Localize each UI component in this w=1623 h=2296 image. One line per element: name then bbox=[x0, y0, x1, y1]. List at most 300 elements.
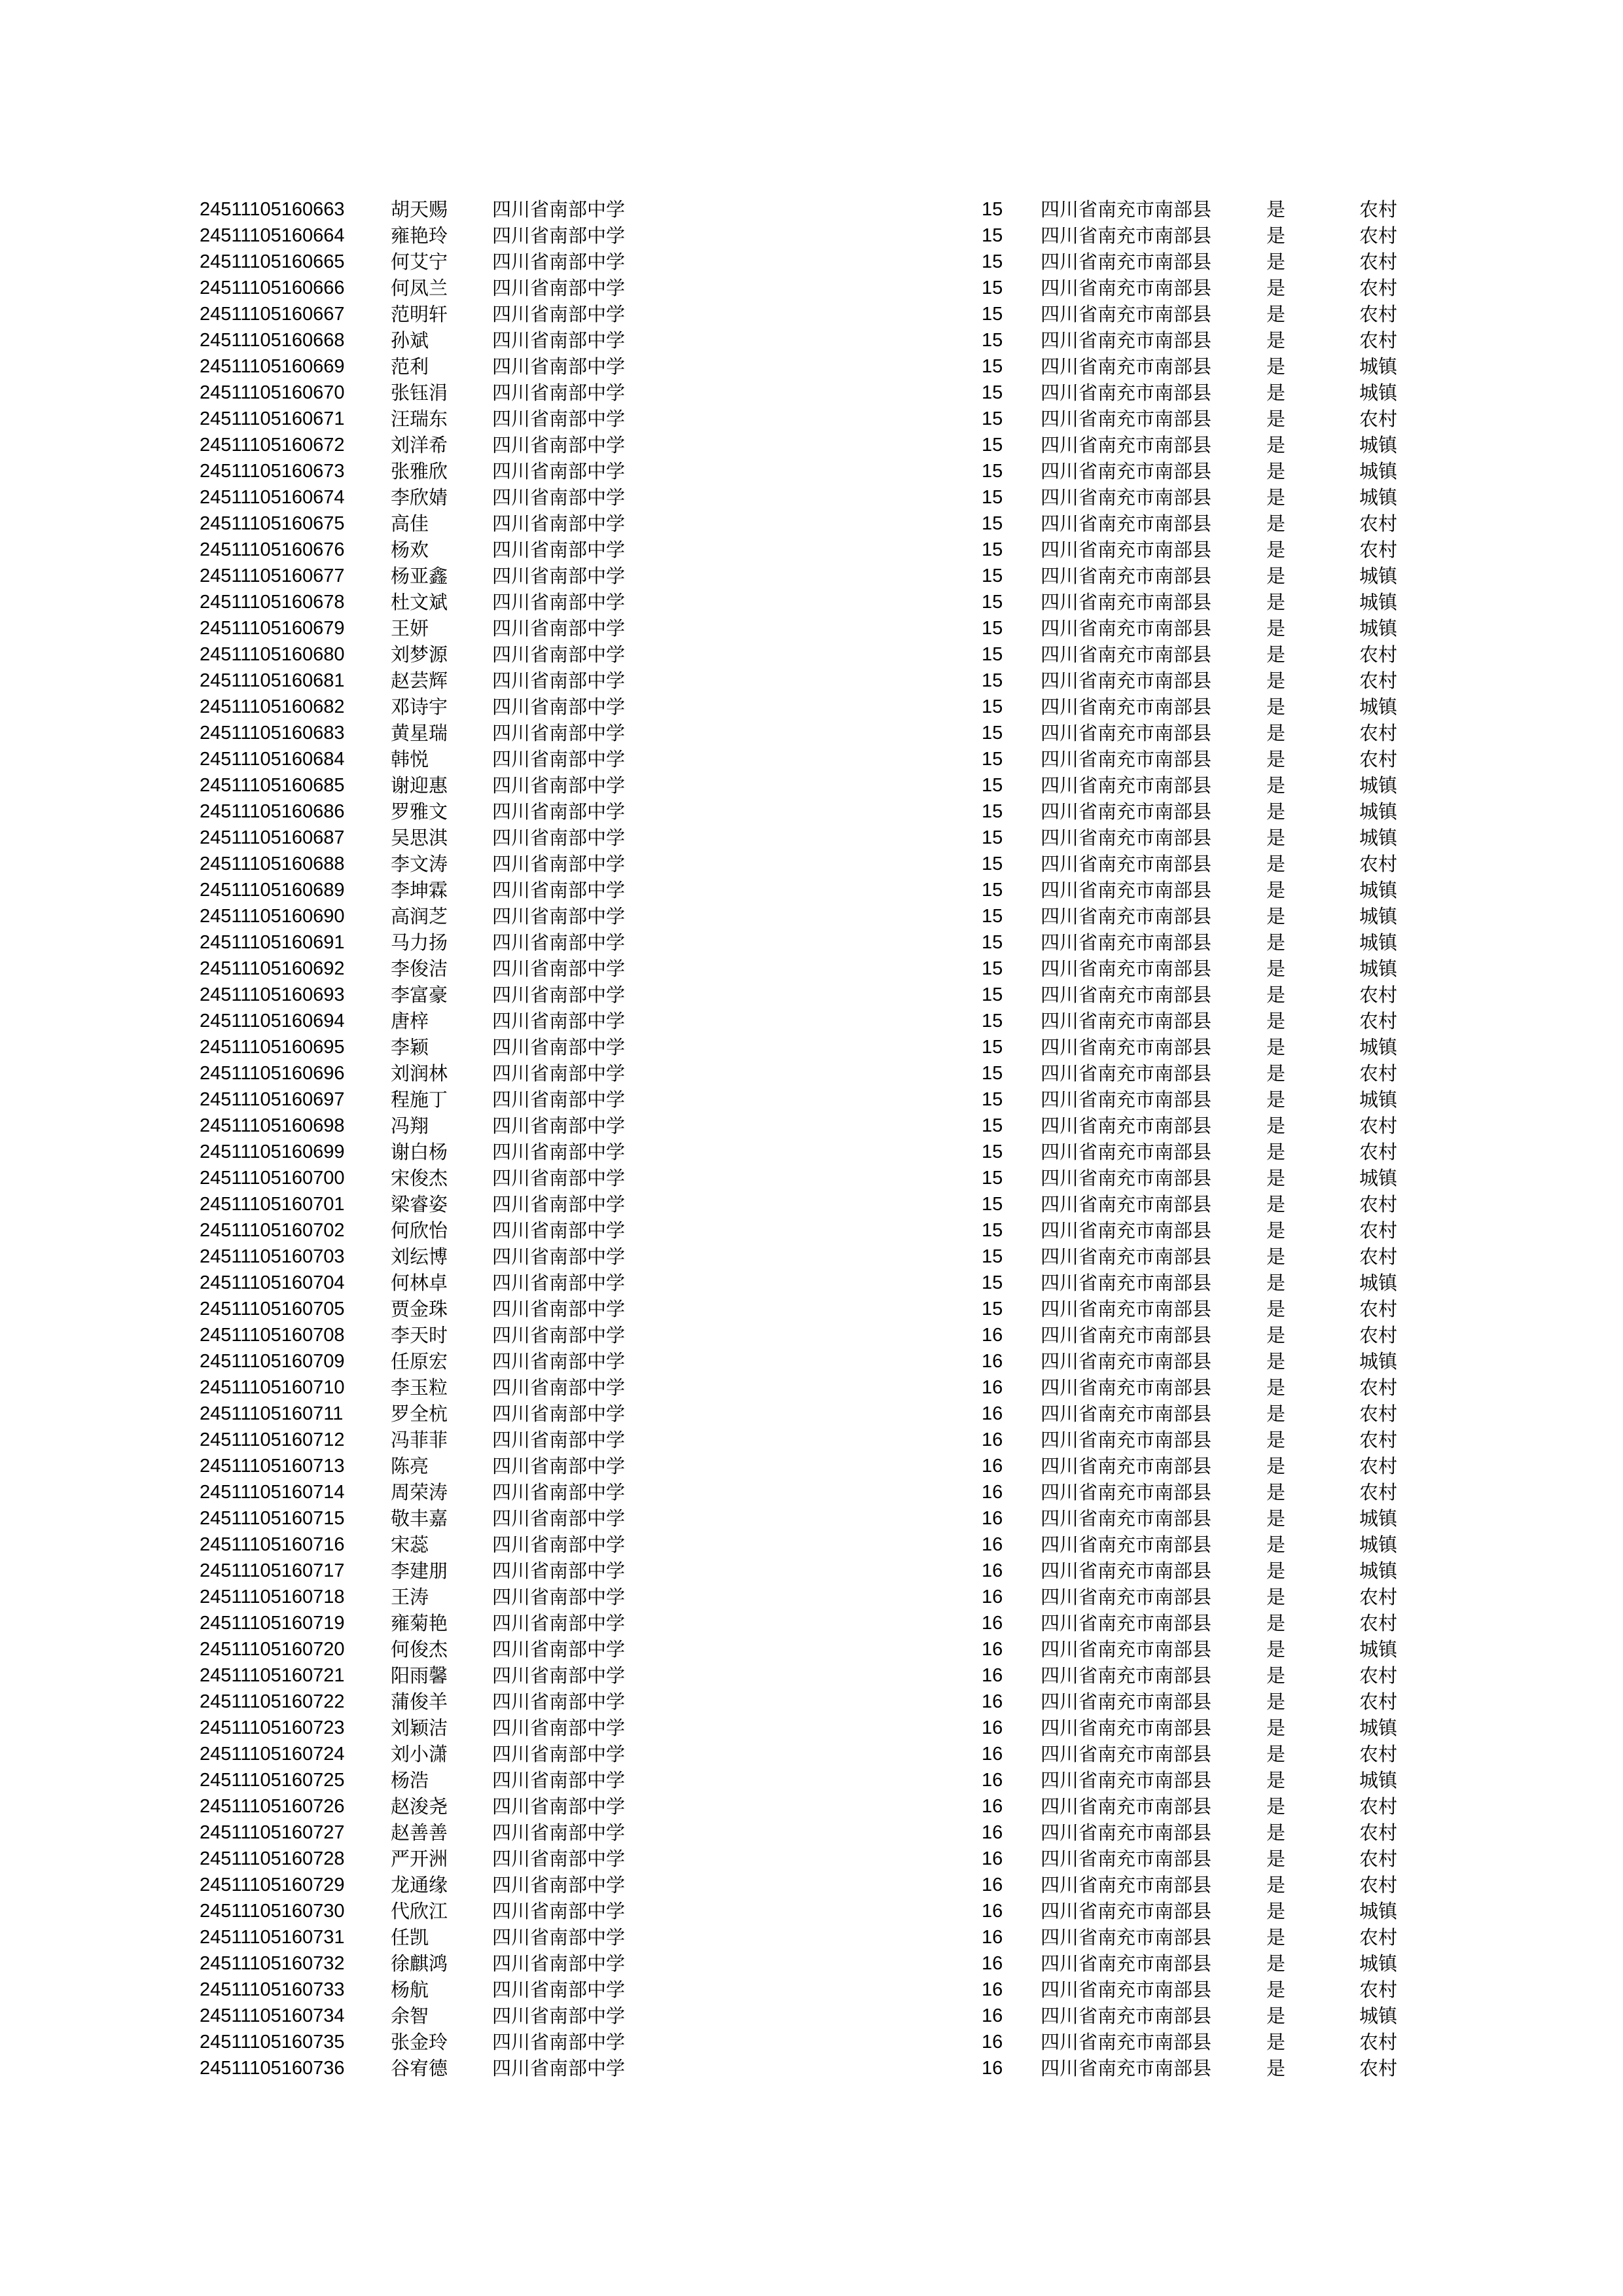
flag-cell: 是 bbox=[1266, 303, 1286, 325]
table-row bbox=[0, 1610, 1623, 1636]
number-cell: 15 bbox=[982, 435, 1003, 456]
address-cell: 四川省南充市南部县 bbox=[1041, 1691, 1212, 1713]
flag-cell: 是 bbox=[1266, 2005, 1286, 2027]
number-cell: 15 bbox=[982, 932, 1003, 953]
address-cell: 四川省南充市南部县 bbox=[1041, 1376, 1212, 1399]
number-cell: 16 bbox=[982, 1482, 1003, 1503]
number-cell: 16 bbox=[982, 1770, 1003, 1791]
student-id-cell: 24511105160736 bbox=[200, 2058, 345, 2079]
number-cell: 16 bbox=[982, 1927, 1003, 1948]
student-id-cell: 24511105160708 bbox=[200, 1325, 345, 1346]
student-name-cell: 刘洋希 bbox=[391, 434, 448, 456]
table-row bbox=[0, 1636, 1623, 1662]
student-name-cell: 杨浩 bbox=[391, 1769, 429, 1791]
student-name-cell: 范明轩 bbox=[391, 303, 448, 325]
address-cell: 四川省南充市南部县 bbox=[1041, 1952, 1212, 1975]
student-name-cell: 邓诗宇 bbox=[391, 696, 448, 718]
student-name-cell: 赵浚尧 bbox=[391, 1795, 448, 1818]
table-row bbox=[0, 484, 1623, 511]
table-row bbox=[0, 249, 1623, 275]
address-cell: 四川省南充市南部县 bbox=[1041, 1874, 1212, 1896]
area-type-cell: 农村 bbox=[1359, 1874, 1398, 1896]
flag-cell: 是 bbox=[1266, 984, 1286, 1006]
address-cell: 四川省南充市南部县 bbox=[1041, 1900, 1212, 1922]
table-row bbox=[0, 327, 1623, 353]
number-cell: 15 bbox=[982, 408, 1003, 429]
number-cell: 15 bbox=[982, 487, 1003, 508]
address-cell: 四川省南充市南部县 bbox=[1041, 1455, 1212, 1477]
school-cell: 四川省南部中学 bbox=[492, 1638, 626, 1660]
flag-cell: 是 bbox=[1266, 1926, 1286, 1948]
table-row bbox=[0, 903, 1623, 929]
address-cell: 四川省南充市南部县 bbox=[1041, 1350, 1212, 1372]
flag-cell: 是 bbox=[1266, 408, 1286, 430]
address-cell: 四川省南充市南部县 bbox=[1041, 1272, 1212, 1294]
student-id-cell: 24511105160715 bbox=[200, 1508, 345, 1529]
address-cell: 四川省南充市南部县 bbox=[1041, 591, 1212, 613]
flag-cell: 是 bbox=[1266, 1848, 1286, 1870]
area-type-cell: 城镇 bbox=[1359, 931, 1398, 954]
student-id-cell: 24511105160729 bbox=[200, 1874, 345, 1895]
address-cell: 四川省南充市南部县 bbox=[1041, 696, 1212, 718]
address-cell: 四川省南充市南部县 bbox=[1041, 1848, 1212, 1870]
flag-cell: 是 bbox=[1266, 1900, 1286, 1922]
student-name-cell: 李富豪 bbox=[391, 984, 448, 1006]
number-cell: 15 bbox=[982, 1272, 1003, 1293]
table-row bbox=[0, 1217, 1623, 1244]
school-cell: 四川省南部中学 bbox=[492, 1769, 626, 1791]
address-cell: 四川省南充市南部县 bbox=[1041, 565, 1212, 587]
student-name-cell: 何艾宁 bbox=[391, 251, 448, 273]
address-cell: 四川省南充市南部县 bbox=[1041, 1638, 1212, 1660]
student-name-cell: 谢白杨 bbox=[391, 1141, 448, 1163]
flag-cell: 是 bbox=[1266, 591, 1286, 613]
table-row bbox=[0, 929, 1623, 956]
school-cell: 四川省南部中学 bbox=[492, 1010, 626, 1032]
area-type-cell: 城镇 bbox=[1359, 565, 1398, 587]
student-id-cell: 24511105160676 bbox=[200, 539, 345, 560]
school-cell: 四川省南部中学 bbox=[492, 460, 626, 482]
school-cell: 四川省南部中学 bbox=[492, 1429, 626, 1451]
student-id-cell: 24511105160696 bbox=[200, 1063, 345, 1084]
flag-cell: 是 bbox=[1266, 1638, 1286, 1660]
address-cell: 四川省南充市南部县 bbox=[1041, 617, 1212, 639]
area-type-cell: 农村 bbox=[1359, 1298, 1398, 1320]
area-type-cell: 农村 bbox=[1359, 1062, 1398, 1085]
student-id-cell: 24511105160717 bbox=[200, 1560, 345, 1581]
student-name-cell: 高润芝 bbox=[391, 905, 448, 927]
student-id-cell: 24511105160714 bbox=[200, 1482, 345, 1503]
school-cell: 四川省南部中学 bbox=[492, 958, 626, 980]
table-row bbox=[0, 1846, 1623, 1872]
table-row bbox=[0, 1086, 1623, 1113]
address-cell: 四川省南充市南部县 bbox=[1041, 1403, 1212, 1425]
table-row bbox=[0, 2055, 1623, 2081]
school-cell: 四川省南部中学 bbox=[492, 565, 626, 587]
student-id-cell: 24511105160703 bbox=[200, 1246, 345, 1267]
area-type-cell: 农村 bbox=[1359, 643, 1398, 666]
flag-cell: 是 bbox=[1266, 382, 1286, 404]
area-type-cell: 农村 bbox=[1359, 1821, 1398, 1844]
flag-cell: 是 bbox=[1266, 1429, 1286, 1451]
area-type-cell: 农村 bbox=[1359, 512, 1398, 535]
school-cell: 四川省南部中学 bbox=[492, 617, 626, 639]
table-row bbox=[0, 223, 1623, 249]
student-id-cell: 24511105160731 bbox=[200, 1927, 345, 1948]
student-name-cell: 严开洲 bbox=[391, 1848, 448, 1870]
student-id-cell: 24511105160725 bbox=[200, 1770, 345, 1791]
student-name-cell: 赵善善 bbox=[391, 1821, 448, 1844]
table-row bbox=[0, 432, 1623, 458]
school-cell: 四川省南部中学 bbox=[492, 1036, 626, 1058]
student-name-cell: 梁睿姿 bbox=[391, 1193, 448, 1215]
number-cell: 15 bbox=[982, 984, 1003, 1005]
number-cell: 15 bbox=[982, 801, 1003, 822]
student-id-cell: 24511105160716 bbox=[200, 1534, 345, 1555]
area-type-cell: 城镇 bbox=[1359, 1088, 1398, 1111]
school-cell: 四川省南部中学 bbox=[492, 1848, 626, 1870]
student-id-cell: 24511105160684 bbox=[200, 749, 345, 770]
student-name-cell: 罗雅文 bbox=[391, 800, 448, 823]
student-name-cell: 冯菲菲 bbox=[391, 1429, 448, 1451]
school-cell: 四川省南部中学 bbox=[492, 1507, 626, 1530]
student-name-cell: 陈亮 bbox=[391, 1455, 429, 1477]
student-name-cell: 李天时 bbox=[391, 1324, 448, 1346]
school-cell: 四川省南部中学 bbox=[492, 2031, 626, 2053]
area-type-cell: 城镇 bbox=[1359, 958, 1398, 980]
address-cell: 四川省南充市南部县 bbox=[1041, 1612, 1212, 1634]
flag-cell: 是 bbox=[1266, 748, 1286, 770]
school-cell: 四川省南部中学 bbox=[492, 1926, 626, 1948]
area-type-cell: 城镇 bbox=[1359, 591, 1398, 613]
student-id-cell: 24511105160678 bbox=[200, 592, 345, 613]
table-row bbox=[0, 2029, 1623, 2055]
number-cell: 16 bbox=[982, 1560, 1003, 1581]
student-id-cell: 24511105160663 bbox=[200, 199, 345, 220]
number-cell: 15 bbox=[982, 1089, 1003, 1110]
table-row bbox=[0, 1584, 1623, 1610]
school-cell: 四川省南部中学 bbox=[492, 434, 626, 456]
student-name-cell: 贾金珠 bbox=[391, 1298, 448, 1320]
table-row bbox=[0, 956, 1623, 982]
flag-cell: 是 bbox=[1266, 670, 1286, 692]
area-type-cell: 农村 bbox=[1359, 1481, 1398, 1503]
area-type-cell: 农村 bbox=[1359, 539, 1398, 561]
student-id-cell: 24511105160689 bbox=[200, 880, 345, 901]
area-type-cell: 农村 bbox=[1359, 853, 1398, 875]
address-cell: 四川省南充市南部县 bbox=[1041, 748, 1212, 770]
address-cell: 四川省南充市南部县 bbox=[1041, 1219, 1212, 1242]
table-row bbox=[0, 1244, 1623, 1270]
school-cell: 四川省南部中学 bbox=[492, 1167, 626, 1189]
student-name-cell: 任原宏 bbox=[391, 1350, 448, 1372]
number-cell: 16 bbox=[982, 1953, 1003, 1974]
school-cell: 四川省南部中学 bbox=[492, 1534, 626, 1556]
student-name-cell: 谷宥德 bbox=[391, 2057, 448, 2079]
address-cell: 四川省南充市南部县 bbox=[1041, 2031, 1212, 2053]
student-id-cell: 24511105160669 bbox=[200, 356, 345, 377]
student-name-cell: 程施丁 bbox=[391, 1088, 448, 1111]
area-type-cell: 农村 bbox=[1359, 1141, 1398, 1163]
student-id-cell: 24511105160709 bbox=[200, 1351, 345, 1372]
number-cell: 16 bbox=[982, 1822, 1003, 1843]
area-type-cell: 农村 bbox=[1359, 277, 1398, 299]
area-type-cell: 农村 bbox=[1359, 1586, 1398, 1608]
area-type-cell: 农村 bbox=[1359, 1219, 1398, 1242]
school-cell: 四川省南部中学 bbox=[492, 905, 626, 927]
address-cell: 四川省南充市南部县 bbox=[1041, 1036, 1212, 1058]
area-type-cell: 城镇 bbox=[1359, 1534, 1398, 1556]
flag-cell: 是 bbox=[1266, 460, 1286, 482]
number-cell: 15 bbox=[982, 1220, 1003, 1241]
school-cell: 四川省南部中学 bbox=[492, 696, 626, 718]
student-name-cell: 王妍 bbox=[391, 617, 429, 639]
flag-cell: 是 bbox=[1266, 565, 1286, 587]
table-row bbox=[0, 1532, 1623, 1558]
address-cell: 四川省南充市南部县 bbox=[1041, 1743, 1212, 1765]
student-name-cell: 雍菊艳 bbox=[391, 1612, 448, 1634]
school-cell: 四川省南部中学 bbox=[492, 1193, 626, 1215]
student-id-cell: 24511105160688 bbox=[200, 853, 345, 874]
area-type-cell: 城镇 bbox=[1359, 1272, 1398, 1294]
student-name-cell: 李建朋 bbox=[391, 1560, 448, 1582]
student-id-cell: 24511105160675 bbox=[200, 513, 345, 534]
flag-cell: 是 bbox=[1266, 1324, 1286, 1346]
address-cell: 四川省南充市南部县 bbox=[1041, 1926, 1212, 1948]
table-row bbox=[0, 1008, 1623, 1034]
number-cell: 15 bbox=[982, 1141, 1003, 1162]
student-name-cell: 范利 bbox=[391, 355, 429, 378]
student-id-cell: 24511105160670 bbox=[200, 382, 345, 403]
area-type-cell: 城镇 bbox=[1359, 827, 1398, 849]
student-name-cell: 李坤霖 bbox=[391, 879, 448, 901]
number-cell: 16 bbox=[982, 2032, 1003, 2053]
flag-cell: 是 bbox=[1266, 931, 1286, 954]
area-type-cell: 城镇 bbox=[1359, 1560, 1398, 1582]
table-row bbox=[0, 851, 1623, 877]
student-name-cell: 杨欢 bbox=[391, 539, 429, 561]
student-name-cell: 何林卓 bbox=[391, 1272, 448, 1294]
student-id-cell: 24511105160721 bbox=[200, 1665, 345, 1686]
student-name-cell: 张雅欣 bbox=[391, 460, 448, 482]
address-cell: 四川省南充市南部县 bbox=[1041, 1246, 1212, 1268]
student-id-cell: 24511105160692 bbox=[200, 958, 345, 979]
area-type-cell: 城镇 bbox=[1359, 486, 1398, 509]
number-cell: 15 bbox=[982, 251, 1003, 272]
address-cell: 四川省南充市南部县 bbox=[1041, 1167, 1212, 1189]
table-row bbox=[0, 1898, 1623, 1924]
student-id-cell: 24511105160735 bbox=[200, 2032, 345, 2053]
number-cell: 16 bbox=[982, 1874, 1003, 1895]
table-row bbox=[0, 196, 1623, 223]
school-cell: 四川省南部中学 bbox=[492, 591, 626, 613]
table-row bbox=[0, 1505, 1623, 1532]
student-name-cell: 敬丰嘉 bbox=[391, 1507, 448, 1530]
number-cell: 16 bbox=[982, 1665, 1003, 1686]
flag-cell: 是 bbox=[1266, 1298, 1286, 1320]
address-cell: 四川省南充市南部县 bbox=[1041, 1062, 1212, 1085]
student-name-cell: 李欣婧 bbox=[391, 486, 448, 509]
student-id-cell: 24511105160679 bbox=[200, 618, 345, 639]
school-cell: 四川省南部中学 bbox=[492, 2057, 626, 2079]
number-cell: 16 bbox=[982, 1848, 1003, 1869]
address-cell: 四川省南充市南部县 bbox=[1041, 355, 1212, 378]
student-id-cell: 24511105160682 bbox=[200, 696, 345, 717]
school-cell: 四川省南部中学 bbox=[492, 1298, 626, 1320]
student-name-cell: 李文涛 bbox=[391, 853, 448, 875]
table-row bbox=[0, 1924, 1623, 1950]
student-id-cell: 24511105160672 bbox=[200, 435, 345, 456]
table-row bbox=[0, 380, 1623, 406]
student-id-cell: 24511105160668 bbox=[200, 330, 345, 351]
table-row bbox=[0, 1453, 1623, 1479]
area-type-cell: 农村 bbox=[1359, 670, 1398, 692]
number-cell: 16 bbox=[982, 1717, 1003, 1738]
flag-cell: 是 bbox=[1266, 1979, 1286, 2001]
student-id-cell: 24511105160734 bbox=[200, 2005, 345, 2026]
flag-cell: 是 bbox=[1266, 1455, 1286, 1477]
address-cell: 四川省南充市南部县 bbox=[1041, 408, 1212, 430]
address-cell: 四川省南充市南部县 bbox=[1041, 1115, 1212, 1137]
school-cell: 四川省南部中学 bbox=[492, 1743, 626, 1765]
school-cell: 四川省南部中学 bbox=[492, 1272, 626, 1294]
school-cell: 四川省南部中学 bbox=[492, 1350, 626, 1372]
student-id-cell: 24511105160698 bbox=[200, 1115, 345, 1136]
school-cell: 四川省南部中学 bbox=[492, 303, 626, 325]
student-id-cell: 24511105160726 bbox=[200, 1796, 345, 1817]
area-type-cell: 农村 bbox=[1359, 1455, 1398, 1477]
student-name-cell: 刘梦源 bbox=[391, 643, 448, 666]
area-type-cell: 农村 bbox=[1359, 1979, 1398, 2001]
student-id-cell: 24511105160686 bbox=[200, 801, 345, 822]
address-cell: 四川省南充市南部县 bbox=[1041, 1324, 1212, 1346]
student-name-cell: 孙斌 bbox=[391, 329, 429, 351]
school-cell: 四川省南部中学 bbox=[492, 382, 626, 404]
number-cell: 15 bbox=[982, 749, 1003, 770]
flag-cell: 是 bbox=[1266, 1062, 1286, 1085]
area-type-cell: 农村 bbox=[1359, 748, 1398, 770]
number-cell: 16 bbox=[982, 2058, 1003, 2079]
table-row bbox=[0, 1793, 1623, 1820]
number-cell: 16 bbox=[982, 1508, 1003, 1529]
number-cell: 16 bbox=[982, 1587, 1003, 1607]
school-cell: 四川省南部中学 bbox=[492, 643, 626, 666]
address-cell: 四川省南充市南部县 bbox=[1041, 931, 1212, 954]
school-cell: 四川省南部中学 bbox=[492, 1376, 626, 1399]
student-name-cell: 谢迎惠 bbox=[391, 774, 448, 797]
flag-cell: 是 bbox=[1266, 1769, 1286, 1791]
number-cell: 15 bbox=[982, 225, 1003, 246]
area-type-cell: 农村 bbox=[1359, 1115, 1398, 1137]
student-name-cell: 张金玲 bbox=[391, 2031, 448, 2053]
flag-cell: 是 bbox=[1266, 1586, 1286, 1608]
table-row bbox=[0, 1767, 1623, 1793]
area-type-cell: 农村 bbox=[1359, 1403, 1398, 1425]
area-type-cell: 农村 bbox=[1359, 1010, 1398, 1032]
table-row bbox=[0, 877, 1623, 903]
student-name-cell: 刘润林 bbox=[391, 1062, 448, 1085]
address-cell: 四川省南充市南部县 bbox=[1041, 1141, 1212, 1163]
table-row bbox=[0, 1689, 1623, 1715]
student-id-cell: 24511105160723 bbox=[200, 1717, 345, 1738]
address-cell: 四川省南充市南部县 bbox=[1041, 1769, 1212, 1791]
student-name-cell: 代欣江 bbox=[391, 1900, 448, 1922]
student-name-cell: 宋蕊 bbox=[391, 1534, 429, 1556]
area-type-cell: 农村 bbox=[1359, 303, 1398, 325]
student-id-cell: 24511105160685 bbox=[200, 775, 345, 796]
number-cell: 16 bbox=[982, 1403, 1003, 1424]
flag-cell: 是 bbox=[1266, 1219, 1286, 1242]
flag-cell: 是 bbox=[1266, 1141, 1286, 1163]
flag-cell: 是 bbox=[1266, 1246, 1286, 1268]
address-cell: 四川省南充市南部县 bbox=[1041, 1010, 1212, 1032]
table-row bbox=[0, 746, 1623, 772]
area-type-cell: 农村 bbox=[1359, 2057, 1398, 2079]
school-cell: 四川省南部中学 bbox=[492, 1324, 626, 1346]
address-cell: 四川省南充市南部县 bbox=[1041, 1795, 1212, 1818]
student-name-cell: 杜文斌 bbox=[391, 591, 448, 613]
student-name-cell: 张钰涓 bbox=[391, 382, 448, 404]
school-cell: 四川省南部中学 bbox=[492, 984, 626, 1006]
table-row bbox=[0, 772, 1623, 798]
table-row bbox=[0, 1820, 1623, 1846]
school-cell: 四川省南部中学 bbox=[492, 1246, 626, 1268]
flag-cell: 是 bbox=[1266, 879, 1286, 901]
flag-cell: 是 bbox=[1266, 1088, 1286, 1111]
area-type-cell: 城镇 bbox=[1359, 1769, 1398, 1791]
number-cell: 16 bbox=[982, 1979, 1003, 2000]
school-cell: 四川省南部中学 bbox=[492, 1664, 626, 1687]
school-cell: 四川省南部中学 bbox=[492, 1481, 626, 1503]
student-name-cell: 韩悦 bbox=[391, 748, 429, 770]
flag-cell: 是 bbox=[1266, 1403, 1286, 1425]
flag-cell: 是 bbox=[1266, 1167, 1286, 1189]
address-cell: 四川省南充市南部县 bbox=[1041, 905, 1212, 927]
table-row bbox=[0, 1977, 1623, 2003]
table-row bbox=[0, 825, 1623, 851]
student-id-cell: 24511105160732 bbox=[200, 1953, 345, 1974]
flag-cell: 是 bbox=[1266, 1350, 1286, 1372]
school-cell: 四川省南部中学 bbox=[492, 1219, 626, 1242]
area-type-cell: 城镇 bbox=[1359, 2005, 1398, 2027]
number-cell: 16 bbox=[982, 1325, 1003, 1346]
student-id-cell: 24511105160719 bbox=[200, 1613, 345, 1634]
number-cell: 15 bbox=[982, 880, 1003, 901]
school-cell: 四川省南部中学 bbox=[492, 1717, 626, 1739]
flag-cell: 是 bbox=[1266, 355, 1286, 378]
area-type-cell: 城镇 bbox=[1359, 1350, 1398, 1372]
table-row bbox=[0, 511, 1623, 537]
student-id-cell: 24511105160693 bbox=[200, 984, 345, 1005]
area-type-cell: 城镇 bbox=[1359, 1036, 1398, 1058]
school-cell: 四川省南部中学 bbox=[492, 224, 626, 247]
area-type-cell: 城镇 bbox=[1359, 1507, 1398, 1530]
number-cell: 15 bbox=[982, 356, 1003, 377]
student-name-cell: 任凯 bbox=[391, 1926, 429, 1948]
student-name-cell: 杨航 bbox=[391, 1979, 429, 2001]
student-id-cell: 24511105160664 bbox=[200, 225, 345, 246]
area-type-cell: 城镇 bbox=[1359, 696, 1398, 718]
address-cell: 四川省南充市南部县 bbox=[1041, 722, 1212, 744]
flag-cell: 是 bbox=[1266, 329, 1286, 351]
address-cell: 四川省南充市南部县 bbox=[1041, 434, 1212, 456]
student-id-cell: 24511105160695 bbox=[200, 1037, 345, 1058]
area-type-cell: 农村 bbox=[1359, 1324, 1398, 1346]
area-type-cell: 农村 bbox=[1359, 224, 1398, 247]
student-id-cell: 24511105160728 bbox=[200, 1848, 345, 1869]
area-type-cell: 农村 bbox=[1359, 1246, 1398, 1268]
student-name-cell: 刘颖洁 bbox=[391, 1717, 448, 1739]
